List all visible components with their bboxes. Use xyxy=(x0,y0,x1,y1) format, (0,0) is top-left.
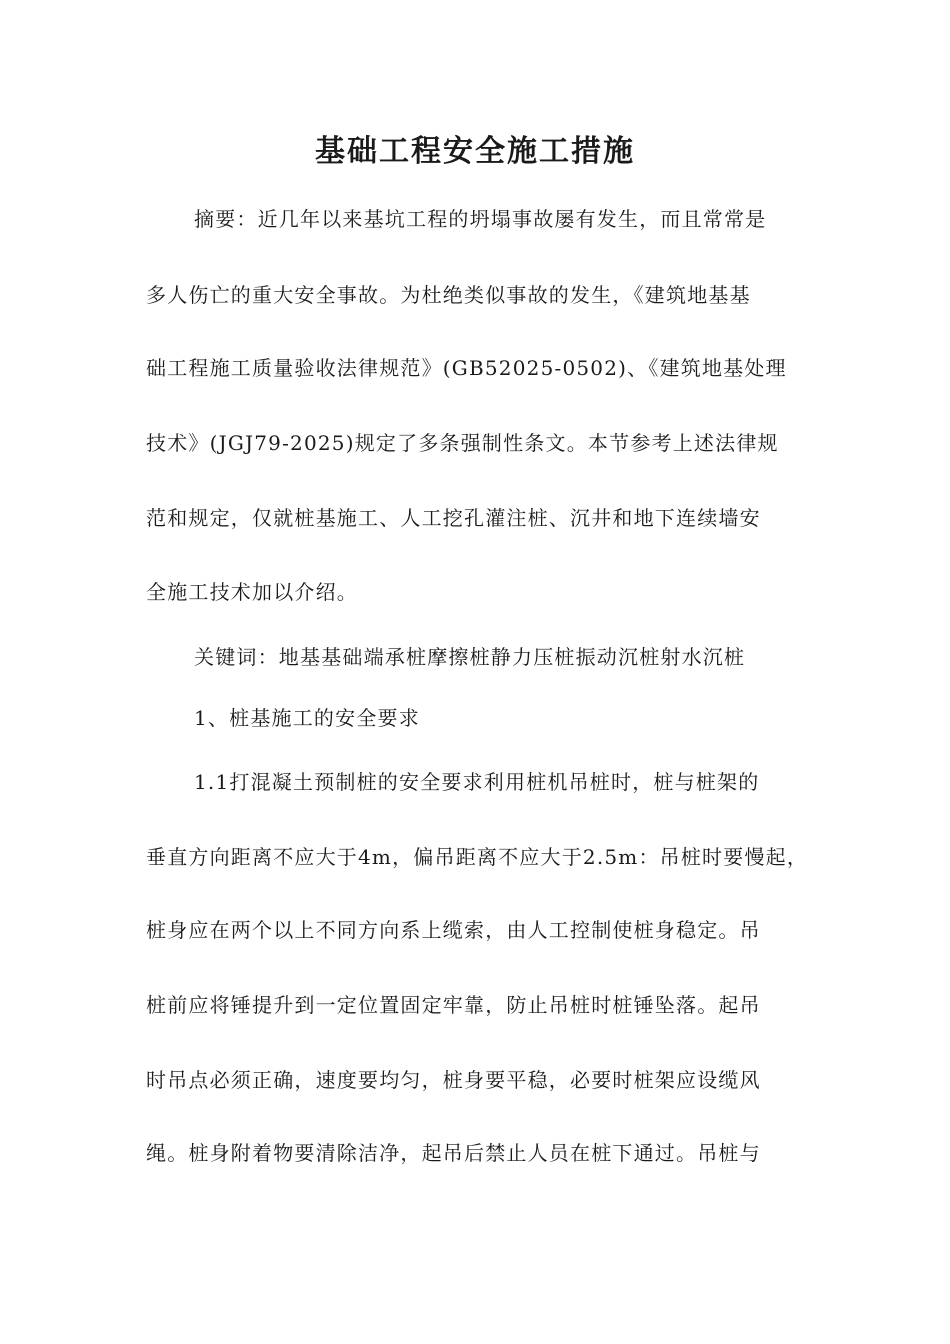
abstract-line-1: 摘要：近几年以来基坑工程的坍塌事故屡有发生，而且常常是 xyxy=(194,207,767,231)
abstract-line-2: 多人伤亡的重大安全事故。为杜绝类似事故的发生，《建筑地基基 xyxy=(146,283,751,307)
document-title: 基础工程安全施工措施 xyxy=(315,134,635,169)
abstract-line-3: 础工程施工质量验收法律规范》(GB52025-0502)、《建筑地基处理 xyxy=(146,356,787,380)
keywords-line: 关键词：地基基础端承桩摩擦桩静力压桩振动沉桩射水沉桩 xyxy=(194,645,746,669)
body-line-4: 桩前应将锤提升到一定位置固定牢靠，防止吊桩时桩锤坠落。起吊 xyxy=(146,993,761,1017)
abstract-line-6: 全施工技术加以介绍。 xyxy=(146,580,358,604)
body-line-2: 垂直方向距离不应大于4m，偏吊距离不应大于2.5m：吊桩时要慢起， xyxy=(146,845,809,869)
abstract-line-4: 技术》(JGJ79-2025)规定了多条强制性条文。本节参考上述法律规 xyxy=(146,431,779,455)
body-line-6: 绳。桩身附着物要清除洁净，起吊后禁止人员在桩下通过。吊桩与 xyxy=(146,1141,761,1165)
section-heading: 1、桩基施工的安全要求 xyxy=(194,706,420,730)
abstract-line-5: 范和规定，仅就桩基施工、人工挖孔灌注桩、沉井和地下连续墙安 xyxy=(146,506,761,530)
body-line-5: 时吊点必须正确，速度要均匀，桩身要平稳，必要时桩架应设缆风 xyxy=(146,1068,761,1092)
body-line-1: 1.1打混凝土预制桩的安全要求利用桩机吊桩时，桩与桩架的 xyxy=(194,770,760,794)
body-line-3: 桩身应在两个以上不同方向系上缆索，由人工控制使桩身稳定。吊 xyxy=(146,918,761,942)
